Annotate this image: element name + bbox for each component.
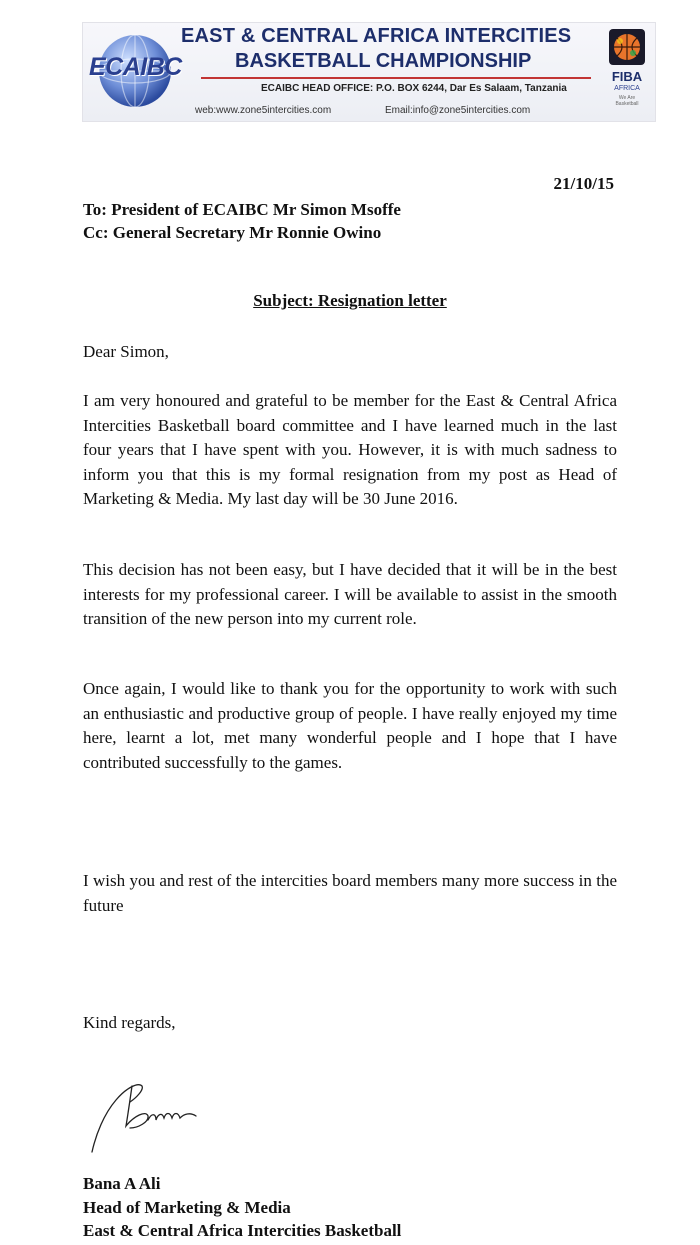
- paragraph: I wish you and rest of the intercities board members many more success in the future: [83, 871, 617, 915]
- logo-text: ECAIBC: [89, 53, 182, 81]
- email-text: Email:info@zone5intercities.com: [385, 105, 531, 116]
- letterhead: [82, 22, 656, 122]
- letter-date: 21/10/15: [553, 174, 614, 193]
- basketball-icon: [609, 29, 645, 65]
- fiba-africa-text: AFRICA: [614, 85, 640, 92]
- paragraph: This decision has not been easy, but I have decided that it will be in the best interests for my professional career. I will be available to assist in the smooth transition of the new person into my current role.: [83, 560, 617, 628]
- salutation: Dear Simon,: [83, 342, 169, 361]
- handwritten-signature: [86, 1076, 216, 1156]
- fiba-africa-logo: [605, 29, 649, 113]
- cc-line: Cc: General Secretary Mr Ronnie Owino: [83, 223, 382, 242]
- letterhead-title-line1: EAST & CENTRAL AFRICA INTERCITIES: [181, 25, 572, 47]
- closing: Kind regards,: [83, 1013, 176, 1032]
- signature-block: [83, 1172, 401, 1243]
- letterhead-title-line2: BASKETBALL CHAMPIONSHIP: [235, 50, 532, 72]
- website-text: web:www.zone5intercities.com: [195, 105, 332, 116]
- fiba-text: FIBA: [611, 69, 643, 84]
- signer-organization: East & Central Africa Intercities Basketball: [83, 1221, 402, 1240]
- subject-line: Subject: Resignation letter: [253, 291, 447, 310]
- head-office-address: ECAIBC HEAD OFFICE: P.O. BOX 6244, Dar Es Salaam, Tanzania: [261, 83, 567, 94]
- paragraph: Once again, I would like to thank you for the opportunity to work with such an enthusiastic and productive group of people. I have really enjoyed my time here, learnt a lot, met many wonderful people and I hope that I have contributed successfully to the games.: [83, 679, 617, 772]
- fiba-tagline: We Are Basketball: [615, 95, 639, 107]
- signer-name: Bana A Ali: [83, 1174, 161, 1193]
- signer-title: Head of Marketing & Media: [83, 1197, 291, 1217]
- recipient-block: [83, 198, 401, 244]
- letterhead-rule: [201, 77, 591, 79]
- to-line: To: President of ECAIBC Mr Simon Msoffe: [83, 200, 401, 219]
- paragraph: I am very honoured and grateful to be member for the East & Central Africa Intercities Basketball board committee and I have learned much in the last four years that I have spent with you. However, it is with much sadness to inform you that this is my formal resignation from my post as Head of Marketing & Media. My last day will be 30 June 2016.: [83, 391, 617, 508]
